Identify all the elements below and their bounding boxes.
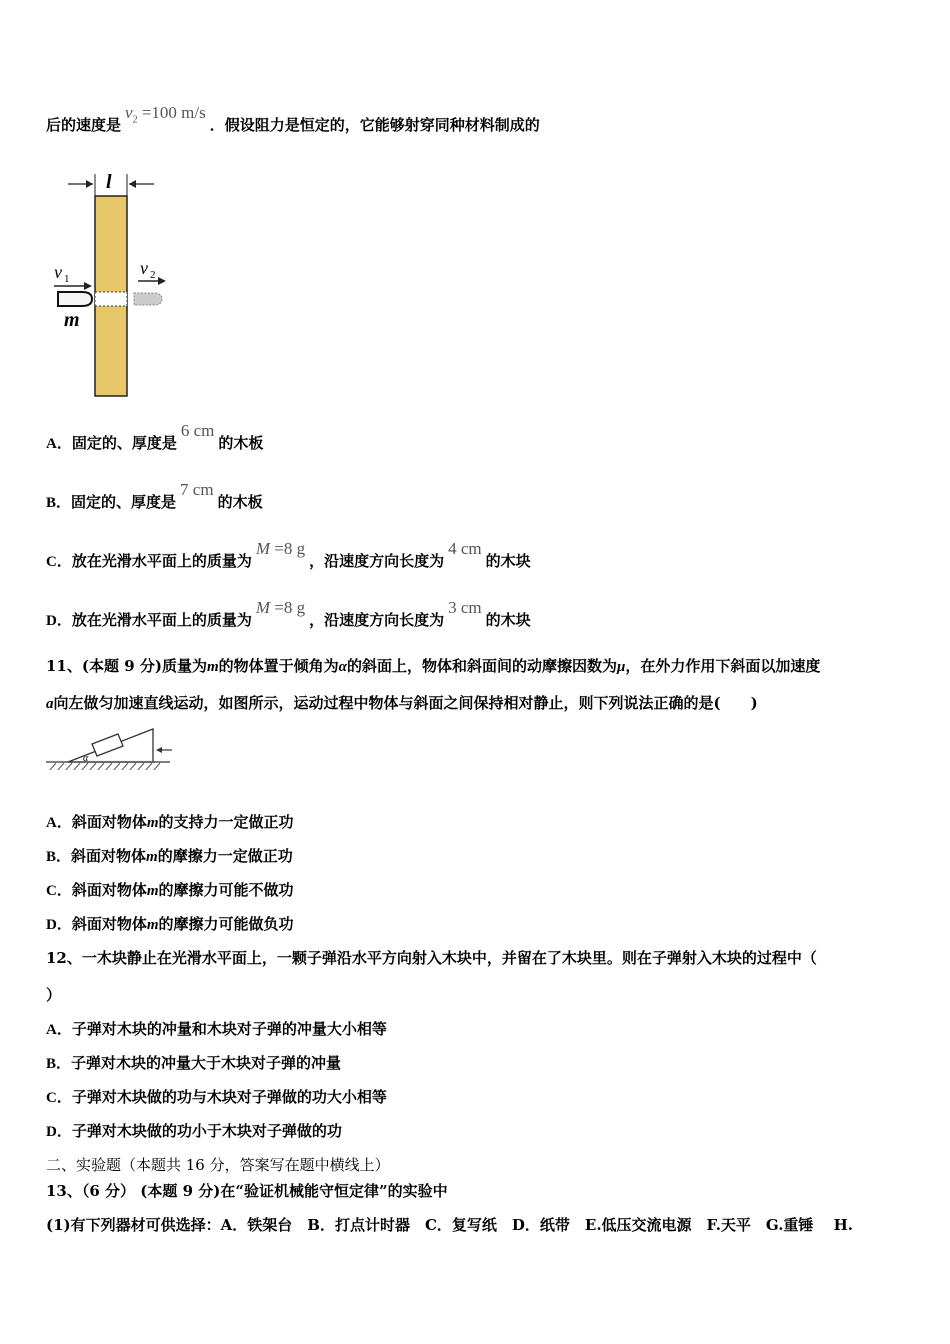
q10-option-b: B．固定的、厚度是7 cm的木板 (46, 480, 263, 511)
bullet-board-diagram (46, 168, 186, 403)
svg-text:2: 2 (150, 269, 156, 281)
q13-stem-line1: 13、（6 分） (本题 9 分)在“验证机械能守恒定律”的实验中 (46, 1182, 448, 1200)
q12-option-c: C．子弹对木块做的功与木块对子弹做的功大小相等 (46, 1088, 387, 1106)
q11-option-d: D．斜面对物体m的摩擦力可能做负功 (46, 915, 294, 933)
q10-intro-suffix: ．假设阻力是恒定的，它能够射穿同种材料制成的 (209, 116, 540, 134)
q12-option-b: B．子弹对木块的冲量大于木块对子弹的冲量 (46, 1054, 342, 1072)
svg-text:v: v (140, 258, 148, 278)
incline-diagram (46, 724, 176, 776)
q10-option-a: A．固定的、厚度是6 cm的木板 (46, 421, 264, 452)
q12-option-d: D．子弹对木块做的功小于木块对子弹做的功 (46, 1122, 342, 1140)
svg-text:l: l (106, 171, 112, 193)
q11-option-b: B．斜面对物体m的摩擦力一定做正功 (46, 847, 293, 865)
q12-stem-line2: ） (46, 986, 62, 1004)
q10-option-d: D．放在光滑水平面上的质量为M =8 g，沿速度方向长度为3 cm的木块 (46, 598, 531, 629)
svg-text:v: v (54, 262, 62, 282)
q10-option-c: C．放在光滑水平面上的质量为M =8 g，沿速度方向长度为4 cm的木块 (46, 539, 531, 570)
svg-text:1: 1 (64, 273, 70, 285)
svg-text:α: α (83, 753, 89, 764)
q10-intro-math: $v_2 =100$ m/s (125, 103, 206, 126)
bullet-board-figure (46, 168, 186, 403)
q11-stem-line2: a向左做匀加速直线运动，如图所示，运动过程中物体与斜面之间保持相对静止，则下列说法正确的是( ) (46, 694, 758, 712)
q12-stem-line1: 12、一木块静止在光滑水平面上，一颗子弹沿水平方向射入木块中，并留在了木块里。则在子弹射入木块的过程中（ (46, 949, 817, 967)
section-heading: 二、实验题（本题共 16 分，答案写在题中横线上） (46, 1156, 390, 1174)
q11-option-c: C．斜面对物体m的摩擦力可能不做功 (46, 881, 294, 899)
incline-figure (46, 724, 176, 776)
q10-intro-prefix: 后的速度是 (46, 116, 122, 134)
q11-stem-line1: 11、(本题 9 分)质量为m的物体置于倾角为α的斜面上，物体和斜面间的动摩擦因数为μ，在外力作用下斜面以加速度 (46, 657, 821, 675)
svg-text:m: m (64, 309, 80, 331)
q10-intro-line (46, 103, 540, 137)
q12-option-a: A．子弹对木块的冲量和木块对子弹的冲量大小相等 (46, 1020, 387, 1038)
q11-option-a: A．斜面对物体m的支持力一定做正功 (46, 813, 294, 831)
q13-stem-line2: (1)有下列器材可供选择：A．铁架台 B．打点计时器 C．复写纸 D．纸带 E.低压交流电源 F.天平 G.重锤 H. (46, 1216, 854, 1234)
